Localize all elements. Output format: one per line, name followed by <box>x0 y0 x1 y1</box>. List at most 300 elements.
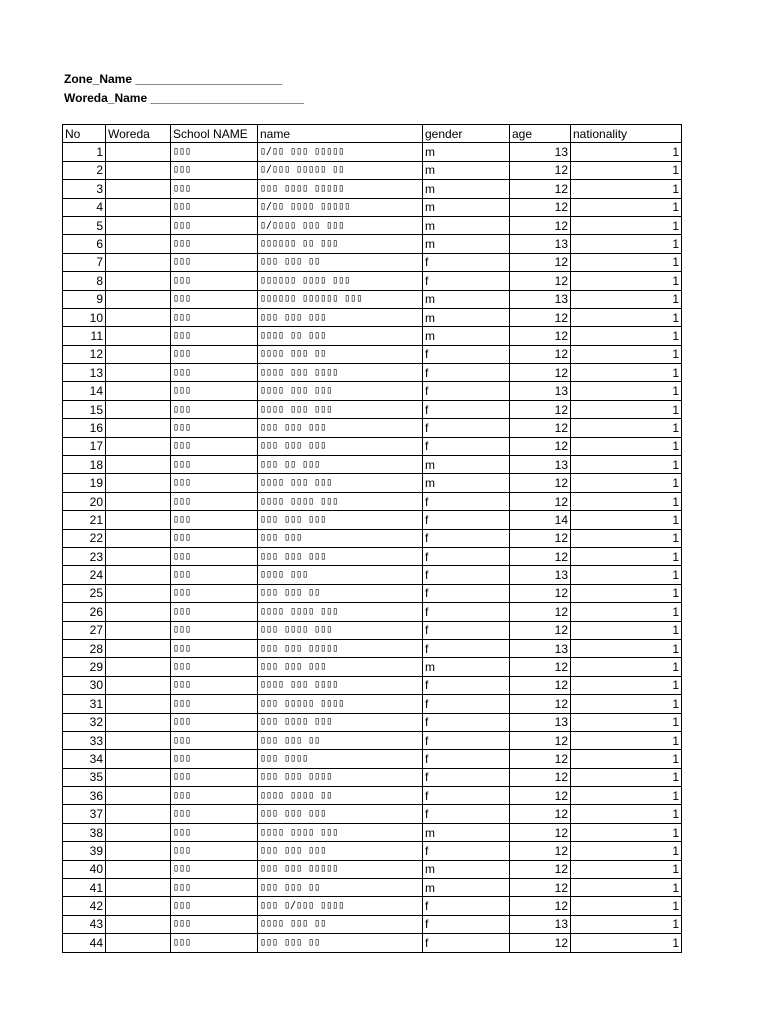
cell-name: ▯▯▯ ▯▯▯ ▯▯ <box>258 731 423 749</box>
cell-age: 12 <box>510 731 571 749</box>
student-roster-table <box>62 124 682 953</box>
cell-woreda <box>106 235 171 253</box>
cell-no: 33 <box>63 731 106 749</box>
cell-nationality: 1 <box>571 860 682 878</box>
cell-nationality: 1 <box>571 345 682 363</box>
cell-school-name: ▯▯▯ <box>171 639 258 657</box>
cell-woreda <box>106 511 171 529</box>
table-row <box>63 345 682 363</box>
cell-age: 12 <box>510 216 571 234</box>
cell-age: 12 <box>510 272 571 290</box>
cell-name: ▯▯▯▯ ▯▯▯ ▯▯ <box>258 915 423 933</box>
cell-gender: m <box>423 180 510 198</box>
cell-no: 18 <box>63 456 106 474</box>
cell-woreda <box>106 400 171 418</box>
cell-name: ▯▯▯ ▯▯▯ ▯▯▯▯ <box>258 768 423 786</box>
column-header-gender: gender <box>423 125 510 143</box>
cell-woreda <box>106 382 171 400</box>
cell-school-name: ▯▯▯ <box>171 272 258 290</box>
cell-age: 12 <box>510 897 571 915</box>
cell-woreda <box>106 603 171 621</box>
cell-school-name: ▯▯▯ <box>171 842 258 860</box>
cell-age: 13 <box>510 290 571 308</box>
cell-school-name: ▯▯▯ <box>171 768 258 786</box>
cell-age: 12 <box>510 161 571 179</box>
cell-no: 8 <box>63 272 106 290</box>
column-header-no: No <box>63 125 106 143</box>
cell-nationality: 1 <box>571 547 682 565</box>
cell-no: 7 <box>63 253 106 271</box>
cell-school-name: ▯▯▯ <box>171 529 258 547</box>
cell-nationality: 1 <box>571 731 682 749</box>
cell-age: 12 <box>510 529 571 547</box>
cell-age: 14 <box>510 511 571 529</box>
cell-name: ▯▯▯ ▯▯▯ ▯▯▯ <box>258 658 423 676</box>
table-row <box>63 474 682 492</box>
table-row <box>63 676 682 694</box>
table-header <box>63 125 682 143</box>
cell-school-name: ▯▯▯ <box>171 364 258 382</box>
cell-nationality: 1 <box>571 915 682 933</box>
cell-age: 13 <box>510 915 571 933</box>
cell-school-name: ▯▯▯ <box>171 180 258 198</box>
cell-gender: f <box>423 382 510 400</box>
cell-name: ▯▯▯ ▯▯▯▯▯ ▯▯▯▯ <box>258 695 423 713</box>
table-row <box>63 437 682 455</box>
cell-woreda <box>106 272 171 290</box>
column-header-school-name: School NAME <box>171 125 258 143</box>
cell-gender: f <box>423 566 510 584</box>
cell-age: 12 <box>510 750 571 768</box>
cell-gender: m <box>423 216 510 234</box>
cell-age: 13 <box>510 566 571 584</box>
cell-no: 32 <box>63 713 106 731</box>
cell-gender: f <box>423 787 510 805</box>
cell-age: 13 <box>510 382 571 400</box>
cell-age: 12 <box>510 308 571 326</box>
table-row <box>63 180 682 198</box>
cell-nationality: 1 <box>571 492 682 510</box>
cell-name: ▯▯▯ ▯▯▯ ▯▯ <box>258 253 423 271</box>
cell-school-name: ▯▯▯ <box>171 492 258 510</box>
cell-school-name: ▯▯▯ <box>171 253 258 271</box>
cell-woreda <box>106 842 171 860</box>
cell-nationality: 1 <box>571 750 682 768</box>
cell-woreda <box>106 345 171 363</box>
cell-no: 24 <box>63 566 106 584</box>
cell-age: 12 <box>510 474 571 492</box>
cell-school-name: ▯▯▯ <box>171 658 258 676</box>
cell-name: ▯▯▯ ▯▯▯ ▯▯▯ <box>258 842 423 860</box>
cell-nationality: 1 <box>571 713 682 731</box>
cell-gender: f <box>423 529 510 547</box>
cell-school-name: ▯▯▯ <box>171 695 258 713</box>
cell-name: ▯▯▯▯ ▯▯▯ ▯▯▯ <box>258 474 423 492</box>
cell-nationality: 1 <box>571 584 682 602</box>
cell-nationality: 1 <box>571 180 682 198</box>
cell-school-name: ▯▯▯ <box>171 547 258 565</box>
cell-woreda <box>106 787 171 805</box>
cell-gender: m <box>423 235 510 253</box>
cell-nationality: 1 <box>571 308 682 326</box>
column-header-nationality: nationality <box>571 125 682 143</box>
cell-name: ▯▯▯▯▯▯ ▯▯▯▯▯▯ ▯▯▯ <box>258 290 423 308</box>
table-row <box>63 327 682 345</box>
cell-school-name: ▯▯▯ <box>171 584 258 602</box>
cell-no: 30 <box>63 676 106 694</box>
cell-age: 12 <box>510 621 571 639</box>
cell-no: 4 <box>63 198 106 216</box>
cell-age: 12 <box>510 253 571 271</box>
cell-name: ▯▯▯▯ ▯▯▯▯ ▯▯ <box>258 787 423 805</box>
cell-no: 36 <box>63 787 106 805</box>
cell-nationality: 1 <box>571 364 682 382</box>
cell-age: 13 <box>510 235 571 253</box>
cell-age: 12 <box>510 603 571 621</box>
cell-no: 12 <box>63 345 106 363</box>
cell-nationality: 1 <box>571 897 682 915</box>
cell-nationality: 1 <box>571 382 682 400</box>
cell-nationality: 1 <box>571 474 682 492</box>
cell-gender: f <box>423 253 510 271</box>
cell-gender: f <box>423 400 510 418</box>
cell-gender: f <box>423 805 510 823</box>
cell-school-name: ▯▯▯ <box>171 879 258 897</box>
cell-gender: f <box>423 419 510 437</box>
cell-no: 11 <box>63 327 106 345</box>
cell-nationality: 1 <box>571 639 682 657</box>
cell-age: 12 <box>510 768 571 786</box>
cell-age: 13 <box>510 456 571 474</box>
cell-age: 12 <box>510 805 571 823</box>
table-row <box>63 143 682 161</box>
cell-gender: f <box>423 695 510 713</box>
cell-nationality: 1 <box>571 768 682 786</box>
cell-no: 29 <box>63 658 106 676</box>
cell-no: 41 <box>63 879 106 897</box>
table-row <box>63 805 682 823</box>
cell-age: 12 <box>510 492 571 510</box>
cell-woreda <box>106 437 171 455</box>
cell-nationality: 1 <box>571 272 682 290</box>
woreda-name-label: Woreda_Name _______________________ <box>64 91 304 105</box>
cell-school-name: ▯▯▯ <box>171 511 258 529</box>
cell-gender: m <box>423 290 510 308</box>
cell-age: 12 <box>510 400 571 418</box>
cell-school-name: ▯▯▯ <box>171 676 258 694</box>
table-row <box>63 253 682 271</box>
cell-gender: m <box>423 456 510 474</box>
cell-no: 42 <box>63 897 106 915</box>
cell-school-name: ▯▯▯ <box>171 915 258 933</box>
cell-age: 12 <box>510 879 571 897</box>
cell-no: 16 <box>63 419 106 437</box>
cell-nationality: 1 <box>571 419 682 437</box>
cell-woreda <box>106 658 171 676</box>
cell-name: ▯▯▯ ▯▯▯ <box>258 529 423 547</box>
cell-name: ▯▯▯ ▯▯▯ ▯▯▯ <box>258 437 423 455</box>
cell-school-name: ▯▯▯ <box>171 143 258 161</box>
cell-no: 22 <box>63 529 106 547</box>
cell-gender: f <box>423 934 510 952</box>
cell-school-name: ▯▯▯ <box>171 603 258 621</box>
cell-age: 13 <box>510 639 571 657</box>
cell-woreda <box>106 180 171 198</box>
cell-school-name: ▯▯▯ <box>171 161 258 179</box>
column-header-age: age <box>510 125 571 143</box>
cell-woreda <box>106 750 171 768</box>
cell-school-name: ▯▯▯ <box>171 621 258 639</box>
cell-no: 26 <box>63 603 106 621</box>
cell-name: ▯▯▯ ▯▯▯ ▯▯▯ <box>258 511 423 529</box>
cell-no: 13 <box>63 364 106 382</box>
zone-name-label: Zone_Name ______________________ <box>64 72 283 86</box>
cell-school-name: ▯▯▯ <box>171 382 258 400</box>
cell-gender: f <box>423 621 510 639</box>
cell-nationality: 1 <box>571 161 682 179</box>
cell-woreda <box>106 419 171 437</box>
cell-name: ▯/▯▯▯▯ ▯▯▯ ▯▯▯ <box>258 216 423 234</box>
cell-gender: m <box>423 198 510 216</box>
table-row <box>63 713 682 731</box>
table-row <box>63 731 682 749</box>
cell-name: ▯▯▯ ▯▯▯▯ ▯▯▯ <box>258 621 423 639</box>
table-row <box>63 566 682 584</box>
cell-woreda <box>106 805 171 823</box>
cell-gender: f <box>423 842 510 860</box>
cell-age: 12 <box>510 198 571 216</box>
cell-age: 12 <box>510 345 571 363</box>
cell-school-name: ▯▯▯ <box>171 198 258 216</box>
table-row <box>63 456 682 474</box>
table-row <box>63 823 682 841</box>
cell-gender: f <box>423 768 510 786</box>
cell-age: 12 <box>510 658 571 676</box>
cell-name: ▯▯▯ ▯▯▯ ▯▯▯ <box>258 419 423 437</box>
cell-no: 10 <box>63 308 106 326</box>
cell-gender: m <box>423 143 510 161</box>
cell-school-name: ▯▯▯ <box>171 823 258 841</box>
cell-gender: f <box>423 603 510 621</box>
cell-woreda <box>106 695 171 713</box>
form-header <box>64 70 304 108</box>
cell-no: 39 <box>63 842 106 860</box>
cell-woreda <box>106 198 171 216</box>
cell-name: ▯▯▯ ▯▯▯ ▯▯ <box>258 934 423 952</box>
table-row <box>63 529 682 547</box>
column-header-woreda: Woreda <box>106 125 171 143</box>
cell-name: ▯▯▯▯ ▯▯▯▯ ▯▯▯ <box>258 492 423 510</box>
cell-name: ▯▯▯ ▯▯▯▯ ▯▯▯ <box>258 713 423 731</box>
table-row <box>63 511 682 529</box>
cell-woreda <box>106 216 171 234</box>
cell-name: ▯▯▯ ▯▯▯ ▯▯▯ <box>258 547 423 565</box>
cell-no: 28 <box>63 639 106 657</box>
cell-school-name: ▯▯▯ <box>171 897 258 915</box>
cell-name: ▯▯▯ ▯▯▯ ▯▯ <box>258 879 423 897</box>
cell-gender: f <box>423 547 510 565</box>
table-row <box>63 897 682 915</box>
column-header-name: name <box>258 125 423 143</box>
header-row <box>63 125 682 143</box>
cell-no: 35 <box>63 768 106 786</box>
cell-nationality: 1 <box>571 327 682 345</box>
table-row <box>63 161 682 179</box>
cell-no: 19 <box>63 474 106 492</box>
cell-woreda <box>106 308 171 326</box>
cell-nationality: 1 <box>571 437 682 455</box>
cell-gender: m <box>423 308 510 326</box>
cell-age: 12 <box>510 823 571 841</box>
cell-woreda <box>106 327 171 345</box>
cell-name: ▯▯▯ ▯/▯▯▯ ▯▯▯▯ <box>258 897 423 915</box>
cell-name: ▯/▯▯ ▯▯▯▯ ▯▯▯▯▯ <box>258 198 423 216</box>
cell-nationality: 1 <box>571 198 682 216</box>
cell-gender: m <box>423 161 510 179</box>
cell-nationality: 1 <box>571 235 682 253</box>
table-row <box>63 603 682 621</box>
cell-school-name: ▯▯▯ <box>171 731 258 749</box>
cell-no: 14 <box>63 382 106 400</box>
cell-nationality: 1 <box>571 805 682 823</box>
cell-woreda <box>106 897 171 915</box>
cell-name: ▯▯▯ ▯▯▯ ▯▯ <box>258 584 423 602</box>
cell-name: ▯/▯▯▯ ▯▯▯▯▯ ▯▯ <box>258 161 423 179</box>
cell-woreda <box>106 161 171 179</box>
cell-gender: m <box>423 658 510 676</box>
cell-nationality: 1 <box>571 566 682 584</box>
table-row <box>63 860 682 878</box>
cell-name: ▯▯▯ ▯▯▯▯ ▯▯▯▯▯ <box>258 180 423 198</box>
table-row <box>63 915 682 933</box>
cell-school-name: ▯▯▯ <box>171 474 258 492</box>
cell-gender: m <box>423 860 510 878</box>
cell-no: 27 <box>63 621 106 639</box>
cell-woreda <box>106 731 171 749</box>
cell-woreda <box>106 584 171 602</box>
cell-name: ▯▯▯▯ ▯▯▯ ▯▯▯▯ <box>258 364 423 382</box>
cell-nationality: 1 <box>571 934 682 952</box>
cell-school-name: ▯▯▯ <box>171 290 258 308</box>
cell-woreda <box>106 713 171 731</box>
cell-nationality: 1 <box>571 290 682 308</box>
cell-no: 34 <box>63 750 106 768</box>
table-row <box>63 547 682 565</box>
cell-no: 5 <box>63 216 106 234</box>
cell-nationality: 1 <box>571 787 682 805</box>
cell-no: 37 <box>63 805 106 823</box>
cell-nationality: 1 <box>571 253 682 271</box>
cell-woreda <box>106 364 171 382</box>
cell-age: 12 <box>510 547 571 565</box>
cell-gender: f <box>423 272 510 290</box>
cell-gender: f <box>423 345 510 363</box>
cell-gender: f <box>423 492 510 510</box>
cell-age: 12 <box>510 676 571 694</box>
cell-school-name: ▯▯▯ <box>171 860 258 878</box>
cell-nationality: 1 <box>571 216 682 234</box>
cell-woreda <box>106 860 171 878</box>
cell-nationality: 1 <box>571 529 682 547</box>
table-row <box>63 198 682 216</box>
cell-age: 12 <box>510 437 571 455</box>
cell-age: 12 <box>510 695 571 713</box>
cell-name: ▯▯▯▯ ▯▯▯ ▯▯▯ <box>258 382 423 400</box>
cell-nationality: 1 <box>571 823 682 841</box>
cell-woreda <box>106 492 171 510</box>
cell-age: 12 <box>510 180 571 198</box>
cell-nationality: 1 <box>571 695 682 713</box>
cell-school-name: ▯▯▯ <box>171 419 258 437</box>
cell-name: ▯▯▯▯ ▯▯▯ ▯▯▯ <box>258 400 423 418</box>
table-row <box>63 695 682 713</box>
table-row <box>63 658 682 676</box>
cell-name: ▯▯▯▯▯▯ ▯▯ ▯▯▯ <box>258 235 423 253</box>
cell-nationality: 1 <box>571 658 682 676</box>
table-body <box>63 143 682 952</box>
cell-nationality: 1 <box>571 143 682 161</box>
table-row <box>63 934 682 952</box>
cell-name: ▯▯▯▯▯▯ ▯▯▯▯ ▯▯▯ <box>258 272 423 290</box>
table-row <box>63 750 682 768</box>
cell-nationality: 1 <box>571 456 682 474</box>
cell-woreda <box>106 879 171 897</box>
cell-gender: m <box>423 474 510 492</box>
cell-school-name: ▯▯▯ <box>171 235 258 253</box>
cell-age: 12 <box>510 584 571 602</box>
cell-age: 12 <box>510 842 571 860</box>
cell-school-name: ▯▯▯ <box>171 345 258 363</box>
table-row <box>63 787 682 805</box>
cell-school-name: ▯▯▯ <box>171 400 258 418</box>
table-row <box>63 492 682 510</box>
cell-woreda <box>106 823 171 841</box>
cell-nationality: 1 <box>571 400 682 418</box>
cell-age: 13 <box>510 713 571 731</box>
table-row <box>63 621 682 639</box>
cell-name: ▯▯▯ ▯▯▯ ▯▯▯ <box>258 805 423 823</box>
cell-gender: f <box>423 915 510 933</box>
cell-age: 12 <box>510 419 571 437</box>
cell-woreda <box>106 143 171 161</box>
cell-name: ▯▯▯▯ ▯▯ ▯▯▯ <box>258 327 423 345</box>
cell-woreda <box>106 529 171 547</box>
cell-name: ▯▯▯▯ ▯▯▯ ▯▯ <box>258 345 423 363</box>
cell-school-name: ▯▯▯ <box>171 566 258 584</box>
cell-gender: f <box>423 584 510 602</box>
cell-woreda <box>106 676 171 694</box>
cell-gender: f <box>423 511 510 529</box>
cell-no: 1 <box>63 143 106 161</box>
cell-school-name: ▯▯▯ <box>171 327 258 345</box>
cell-age: 12 <box>510 327 571 345</box>
table-row <box>63 842 682 860</box>
cell-name: ▯▯▯ ▯▯▯ ▯▯▯▯▯ <box>258 860 423 878</box>
cell-no: 21 <box>63 511 106 529</box>
cell-nationality: 1 <box>571 842 682 860</box>
cell-no: 44 <box>63 934 106 952</box>
cell-nationality: 1 <box>571 621 682 639</box>
cell-name: ▯/▯▯ ▯▯▯ ▯▯▯▯▯ <box>258 143 423 161</box>
cell-gender: f <box>423 750 510 768</box>
cell-woreda <box>106 934 171 952</box>
cell-name: ▯▯▯ ▯▯ ▯▯▯ <box>258 456 423 474</box>
cell-woreda <box>106 253 171 271</box>
cell-name: ▯▯▯ ▯▯▯▯ <box>258 750 423 768</box>
cell-gender: f <box>423 731 510 749</box>
cell-name: ▯▯▯▯ ▯▯▯ ▯▯▯▯ <box>258 676 423 694</box>
cell-no: 6 <box>63 235 106 253</box>
